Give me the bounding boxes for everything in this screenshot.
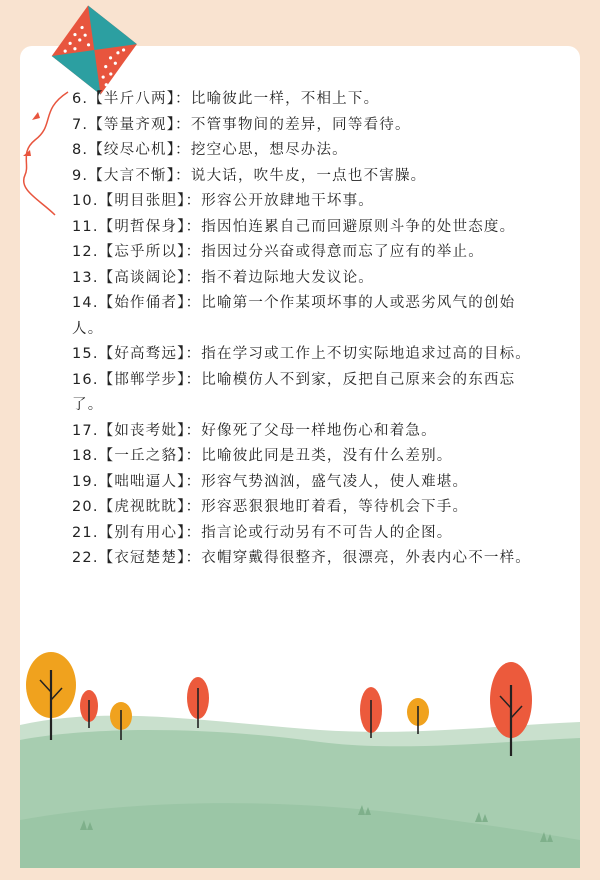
idiom-entry-7: 7.【等量齐观】：不管事物间的差异，同等看待。 — [72, 116, 411, 133]
idiom-entry-16: 16.【邯郸学步】：比喻模仿人不到家，反把自己原来会的东西忘了。 — [72, 371, 516, 413]
idiom-entry-15: 15.【好高骛远】：指在学习或工作上不切实际地追求过高的目标。 — [72, 346, 532, 362]
idiom-entry-8: 8.【绞尽心机】：挖空心思，想尽办法。 — [72, 142, 348, 158]
idiom-entry-12: 12.【忘乎所以】：指因过分兴奋或得意而忘了应有的举止。 — [72, 244, 484, 260]
idiom-entry-9: 9.【大言不惭】：说大话，吹牛皮，一点也不害臊。 — [72, 167, 427, 184]
idiom-entry-19: 19.【咄咄逼人】：形容气势汹汹，盛气凌人，使人难堪。 — [72, 473, 469, 490]
tree-icon — [407, 698, 429, 734]
idiom-list — [72, 87, 542, 572]
idiom-entry-10: 10.【明目张胆】：形容公开放肆地干坏事。 — [72, 193, 375, 209]
idiom-entry-18: 18.【一丘之貉】：比喻彼此同是丑类，没有什么差别。 — [72, 448, 453, 464]
landscape-illustration — [20, 630, 580, 868]
idiom-entry-20: 20.【虎视眈眈】：形容恶狠狠地盯着看，等待机会下手。 — [72, 499, 469, 515]
tree-icon — [360, 687, 382, 738]
idiom-entry-11: 11.【明哲保身】：指因怕连累自己而回避原则斗争的处世态度。 — [72, 218, 516, 235]
idiom-entry-21: 21.【别有用心】：指言论或行动另有不可告人的企图。 — [72, 524, 453, 541]
idiom-entry-14: 14.【始作俑者】：比喻第一个作某项坏事的人或恶劣风气的创始人。 — [72, 295, 516, 337]
idiom-entry-6: 6.【半斤八两】：比喻彼此一样，不相上下。 — [72, 91, 380, 107]
idiom-entry-17: 17.【如丧考妣】：好像死了父母一样地伤心和着急。 — [72, 422, 437, 439]
idiom-entry-13: 13.【高谈阔论】：指不着边际地大发议论。 — [72, 269, 375, 286]
idiom-entry-22: 22.【衣冠楚楚】：衣帽穿戴得很整齐，很漂亮，外表内心不一样。 — [72, 550, 532, 566]
